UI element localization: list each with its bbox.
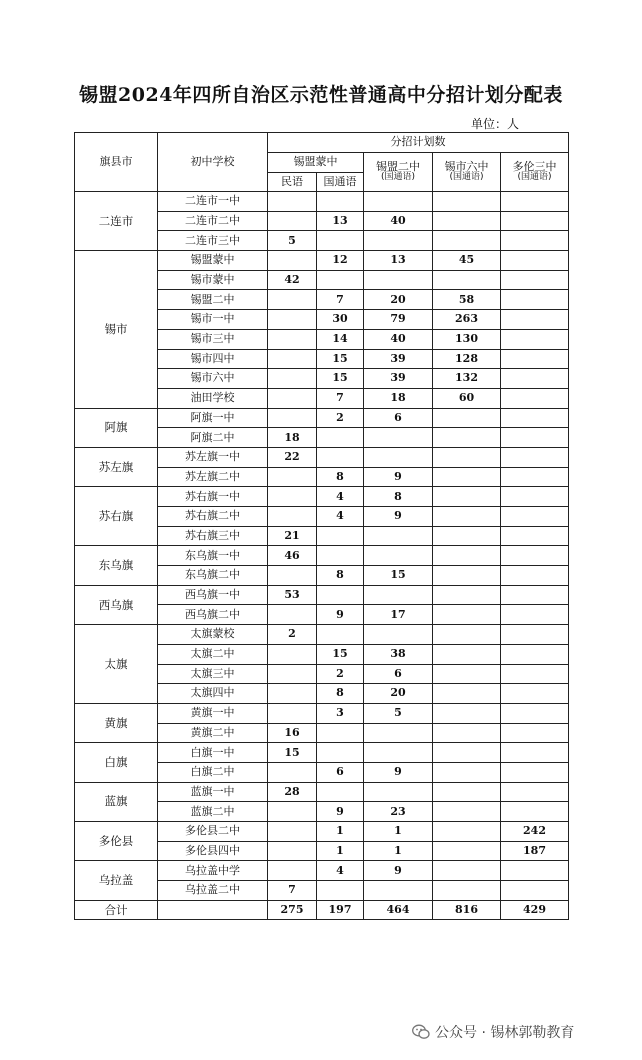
value-cell: 1 <box>317 822 364 842</box>
value-cell: 128 <box>433 349 501 369</box>
value-cell <box>501 349 569 369</box>
school-cell: 二连市三中 <box>158 231 268 251</box>
value-cell <box>433 211 501 231</box>
header-xm-mz: 民语 <box>268 173 317 192</box>
value-cell: 30 <box>317 310 364 330</box>
total-school-cell <box>158 900 268 920</box>
plan-table <box>74 132 569 920</box>
value-cell <box>501 192 569 212</box>
value-cell <box>268 349 317 369</box>
school-cell: 锡市三中 <box>158 329 268 349</box>
county-cell: 二连市 <box>75 192 158 251</box>
value-cell <box>433 526 501 546</box>
value-cell <box>364 743 433 763</box>
header-xs6-sub: (国通语) <box>449 172 484 183</box>
table-row <box>75 192 569 212</box>
county-cell: 黄旗 <box>75 703 158 742</box>
table-row <box>75 487 569 507</box>
value-cell <box>268 703 317 723</box>
value-cell: 38 <box>364 644 433 664</box>
value-cell: 18 <box>268 428 317 448</box>
value-cell <box>501 310 569 330</box>
value-cell <box>433 703 501 723</box>
value-cell: 22 <box>268 447 317 467</box>
value-cell <box>501 428 569 448</box>
value-cell <box>364 526 433 546</box>
watermark <box>412 1022 574 1042</box>
value-cell: 13 <box>317 211 364 231</box>
header-xm2-sub: (国通语) <box>380 172 416 183</box>
table-row <box>75 625 569 645</box>
county-cell: 白旗 <box>75 743 158 782</box>
value-cell <box>501 329 569 349</box>
value-cell <box>268 507 317 527</box>
value-cell: 46 <box>268 546 317 566</box>
header-xm: 锡盟蒙中 <box>268 153 364 173</box>
value-cell <box>501 723 569 743</box>
value-cell <box>317 447 364 467</box>
table-row <box>75 743 569 763</box>
value-cell <box>501 664 569 684</box>
value-cell <box>268 251 317 271</box>
value-cell <box>433 428 501 448</box>
value-cell <box>317 526 364 546</box>
value-cell: 20 <box>364 290 433 310</box>
value-cell <box>501 251 569 271</box>
value-cell: 15 <box>364 566 433 586</box>
value-cell <box>268 822 317 842</box>
school-cell: 锡市四中 <box>158 349 268 369</box>
value-cell <box>433 723 501 743</box>
county-cell: 西乌旗 <box>75 585 158 624</box>
value-cell: 58 <box>433 290 501 310</box>
value-cell: 1 <box>317 841 364 861</box>
county-cell: 乌拉盖 <box>75 861 158 900</box>
value-cell <box>268 388 317 408</box>
header-xm2-name: 锡盟二中 <box>376 160 420 173</box>
value-cell <box>433 841 501 861</box>
value-cell <box>433 507 501 527</box>
school-cell: 东乌旗二中 <box>158 566 268 586</box>
value-cell <box>501 881 569 901</box>
value-cell <box>433 664 501 684</box>
table-body <box>75 192 569 920</box>
school-cell: 乌拉盖中学 <box>158 861 268 881</box>
value-cell: 130 <box>433 329 501 349</box>
school-cell: 乌拉盖二中 <box>158 881 268 901</box>
value-cell <box>364 270 433 290</box>
value-cell: 42 <box>268 270 317 290</box>
value-cell: 79 <box>364 310 433 330</box>
value-cell <box>433 231 501 251</box>
value-cell: 21 <box>268 526 317 546</box>
school-cell: 苏左旗一中 <box>158 447 268 467</box>
value-cell: 17 <box>364 605 433 625</box>
value-cell: 1 <box>364 822 433 842</box>
value-cell <box>317 881 364 901</box>
value-cell: 7 <box>317 290 364 310</box>
total-value-cell: 197 <box>317 900 364 920</box>
value-cell <box>501 526 569 546</box>
value-cell <box>501 625 569 645</box>
value-cell <box>268 802 317 822</box>
school-cell: 白旗二中 <box>158 762 268 782</box>
school-cell: 太旗蒙校 <box>158 625 268 645</box>
table-row <box>75 546 569 566</box>
value-cell <box>364 881 433 901</box>
school-cell: 黄旗二中 <box>158 723 268 743</box>
value-cell: 263 <box>433 310 501 330</box>
value-cell: 6 <box>364 408 433 428</box>
total-value-cell: 464 <box>364 900 433 920</box>
value-cell: 9 <box>317 802 364 822</box>
table-row <box>75 703 569 723</box>
value-cell: 4 <box>317 487 364 507</box>
table-row <box>75 447 569 467</box>
value-cell <box>501 703 569 723</box>
value-cell <box>433 585 501 605</box>
county-cell: 苏左旗 <box>75 447 158 486</box>
total-label: 合计 <box>75 900 158 920</box>
value-cell <box>268 192 317 212</box>
school-cell: 锡盟二中 <box>158 290 268 310</box>
school-cell: 苏右旗一中 <box>158 487 268 507</box>
table-row <box>75 822 569 842</box>
value-cell: 23 <box>364 802 433 822</box>
value-cell: 8 <box>364 487 433 507</box>
value-cell <box>364 723 433 743</box>
header-dl3 <box>501 153 569 192</box>
county-cell: 多伦县 <box>75 822 158 861</box>
header-dl3-name: 多伦三中 <box>512 160 557 173</box>
value-cell <box>268 566 317 586</box>
school-cell: 锡市一中 <box>158 310 268 330</box>
value-cell <box>317 546 364 566</box>
value-cell: 15 <box>268 743 317 763</box>
value-cell: 5 <box>268 231 317 251</box>
value-cell <box>501 605 569 625</box>
table-row <box>75 251 569 271</box>
value-cell: 2 <box>317 664 364 684</box>
value-cell <box>268 605 317 625</box>
value-cell <box>268 861 317 881</box>
value-cell: 9 <box>364 507 433 527</box>
header-xs6-name: 锡市六中 <box>444 160 489 173</box>
school-cell: 多伦县四中 <box>158 841 268 861</box>
value-cell <box>433 802 501 822</box>
county-cell: 阿旗 <box>75 408 158 447</box>
value-cell: 8 <box>317 684 364 704</box>
value-cell <box>268 684 317 704</box>
value-cell <box>501 290 569 310</box>
value-cell <box>364 625 433 645</box>
value-cell <box>317 585 364 605</box>
value-cell <box>501 782 569 802</box>
county-cell: 苏右旗 <box>75 487 158 546</box>
school-cell: 阿旗二中 <box>158 428 268 448</box>
value-cell <box>433 270 501 290</box>
value-cell <box>268 762 317 782</box>
page-title: 锡盟2024年四所自治区示范性普通高中分招计划分配表 <box>79 84 563 106</box>
value-cell: 28 <box>268 782 317 802</box>
value-cell <box>501 211 569 231</box>
school-cell: 蓝旗一中 <box>158 782 268 802</box>
value-cell: 9 <box>364 762 433 782</box>
value-cell <box>433 782 501 802</box>
value-cell <box>433 566 501 586</box>
value-cell <box>268 211 317 231</box>
value-cell <box>317 723 364 743</box>
value-cell: 40 <box>364 329 433 349</box>
school-cell: 白旗一中 <box>158 743 268 763</box>
value-cell <box>268 408 317 428</box>
county-cell: 太旗 <box>75 625 158 704</box>
value-cell <box>364 192 433 212</box>
value-cell: 40 <box>364 211 433 231</box>
value-cell: 242 <box>501 822 569 842</box>
value-cell: 15 <box>317 369 364 389</box>
school-cell: 苏右旗三中 <box>158 526 268 546</box>
value-cell <box>501 231 569 251</box>
value-cell <box>317 270 364 290</box>
value-cell: 39 <box>364 369 433 389</box>
value-cell <box>433 408 501 428</box>
school-cell: 蓝旗二中 <box>158 802 268 822</box>
school-cell: 西乌旗二中 <box>158 605 268 625</box>
county-cell: 蓝旗 <box>75 782 158 821</box>
school-cell: 锡盟蒙中 <box>158 251 268 271</box>
school-cell: 油田学校 <box>158 388 268 408</box>
value-cell <box>433 861 501 881</box>
header-xm-gt: 国通语 <box>317 173 364 192</box>
value-cell <box>268 467 317 487</box>
school-cell: 太旗二中 <box>158 644 268 664</box>
header-school: 初中学校 <box>158 133 268 192</box>
value-cell <box>501 684 569 704</box>
value-cell <box>501 566 569 586</box>
value-cell <box>317 743 364 763</box>
value-cell <box>501 802 569 822</box>
value-cell <box>433 625 501 645</box>
value-cell <box>268 487 317 507</box>
value-cell: 4 <box>317 507 364 527</box>
value-cell <box>501 487 569 507</box>
value-cell <box>501 546 569 566</box>
table-row <box>75 408 569 428</box>
school-cell: 东乌旗一中 <box>158 546 268 566</box>
value-cell: 132 <box>433 369 501 389</box>
unit-label: 单位：人 <box>471 117 520 131</box>
school-cell: 太旗三中 <box>158 664 268 684</box>
school-cell: 锡市六中 <box>158 369 268 389</box>
value-cell <box>268 664 317 684</box>
school-cell: 二连市一中 <box>158 192 268 212</box>
value-cell <box>317 428 364 448</box>
value-cell: 9 <box>317 605 364 625</box>
value-cell: 4 <box>317 861 364 881</box>
value-cell <box>501 762 569 782</box>
school-cell: 二连市二中 <box>158 211 268 231</box>
value-cell <box>501 585 569 605</box>
value-cell <box>501 467 569 487</box>
value-cell <box>364 447 433 467</box>
value-cell <box>268 644 317 664</box>
value-cell: 15 <box>317 644 364 664</box>
value-cell: 1 <box>364 841 433 861</box>
total-value-cell: 275 <box>268 900 317 920</box>
value-cell <box>433 447 501 467</box>
value-cell: 8 <box>317 467 364 487</box>
value-cell <box>433 605 501 625</box>
value-cell <box>501 507 569 527</box>
value-cell <box>501 270 569 290</box>
value-cell <box>501 369 569 389</box>
header-xs6 <box>433 153 501 192</box>
school-cell: 多伦县二中 <box>158 822 268 842</box>
value-cell <box>501 408 569 428</box>
value-cell: 15 <box>317 349 364 369</box>
school-cell: 苏左旗二中 <box>158 467 268 487</box>
value-cell <box>501 447 569 467</box>
table-row <box>75 782 569 802</box>
header-plan: 分招计划数 <box>268 133 569 153</box>
value-cell <box>268 369 317 389</box>
school-cell: 锡市蒙中 <box>158 270 268 290</box>
value-cell <box>268 329 317 349</box>
value-cell <box>433 684 501 704</box>
value-cell <box>317 782 364 802</box>
value-cell <box>268 290 317 310</box>
value-cell <box>433 644 501 664</box>
total-value-cell: 429 <box>501 900 569 920</box>
school-cell: 苏右旗二中 <box>158 507 268 527</box>
value-cell <box>317 231 364 251</box>
value-cell <box>501 388 569 408</box>
value-cell: 53 <box>268 585 317 605</box>
wechat-icon <box>412 1024 430 1040</box>
value-cell <box>433 487 501 507</box>
school-cell: 阿旗一中 <box>158 408 268 428</box>
school-cell: 太旗四中 <box>158 684 268 704</box>
value-cell <box>364 546 433 566</box>
value-cell <box>317 192 364 212</box>
county-cell: 锡市 <box>75 251 158 409</box>
value-cell <box>501 861 569 881</box>
value-cell: 2 <box>268 625 317 645</box>
value-cell: 7 <box>317 388 364 408</box>
value-cell <box>433 822 501 842</box>
school-cell: 黄旗一中 <box>158 703 268 723</box>
total-row <box>75 900 569 920</box>
value-cell: 18 <box>364 388 433 408</box>
value-cell: 9 <box>364 861 433 881</box>
table-row <box>75 585 569 605</box>
school-cell: 西乌旗一中 <box>158 585 268 605</box>
value-cell: 5 <box>364 703 433 723</box>
value-cell: 6 <box>364 664 433 684</box>
value-cell: 9 <box>364 467 433 487</box>
header-county: 旗县市 <box>75 133 158 192</box>
value-cell <box>317 625 364 645</box>
value-cell <box>268 841 317 861</box>
value-cell <box>433 743 501 763</box>
value-cell: 7 <box>268 881 317 901</box>
value-cell <box>433 762 501 782</box>
value-cell <box>433 192 501 212</box>
value-cell: 45 <box>433 251 501 271</box>
value-cell: 8 <box>317 566 364 586</box>
value-cell: 20 <box>364 684 433 704</box>
value-cell: 39 <box>364 349 433 369</box>
watermark-text: 公众号 · 锡林郭勒教育 <box>435 1025 575 1041</box>
value-cell: 14 <box>317 329 364 349</box>
value-cell: 6 <box>317 762 364 782</box>
value-cell <box>501 743 569 763</box>
value-cell <box>364 231 433 251</box>
value-cell: 60 <box>433 388 501 408</box>
value-cell <box>433 881 501 901</box>
value-cell <box>364 585 433 605</box>
table-row <box>75 861 569 881</box>
value-cell <box>433 546 501 566</box>
header-xm2 <box>364 153 433 192</box>
value-cell: 16 <box>268 723 317 743</box>
value-cell <box>268 310 317 330</box>
value-cell <box>364 428 433 448</box>
county-cell: 东乌旗 <box>75 546 158 585</box>
value-cell <box>501 644 569 664</box>
value-cell <box>433 467 501 487</box>
value-cell <box>364 782 433 802</box>
value-cell: 12 <box>317 251 364 271</box>
value-cell: 2 <box>317 408 364 428</box>
value-cell: 187 <box>501 841 569 861</box>
value-cell: 3 <box>317 703 364 723</box>
value-cell: 13 <box>364 251 433 271</box>
total-value-cell: 816 <box>433 900 501 920</box>
header-dl3-sub: (国通语) <box>517 172 552 183</box>
